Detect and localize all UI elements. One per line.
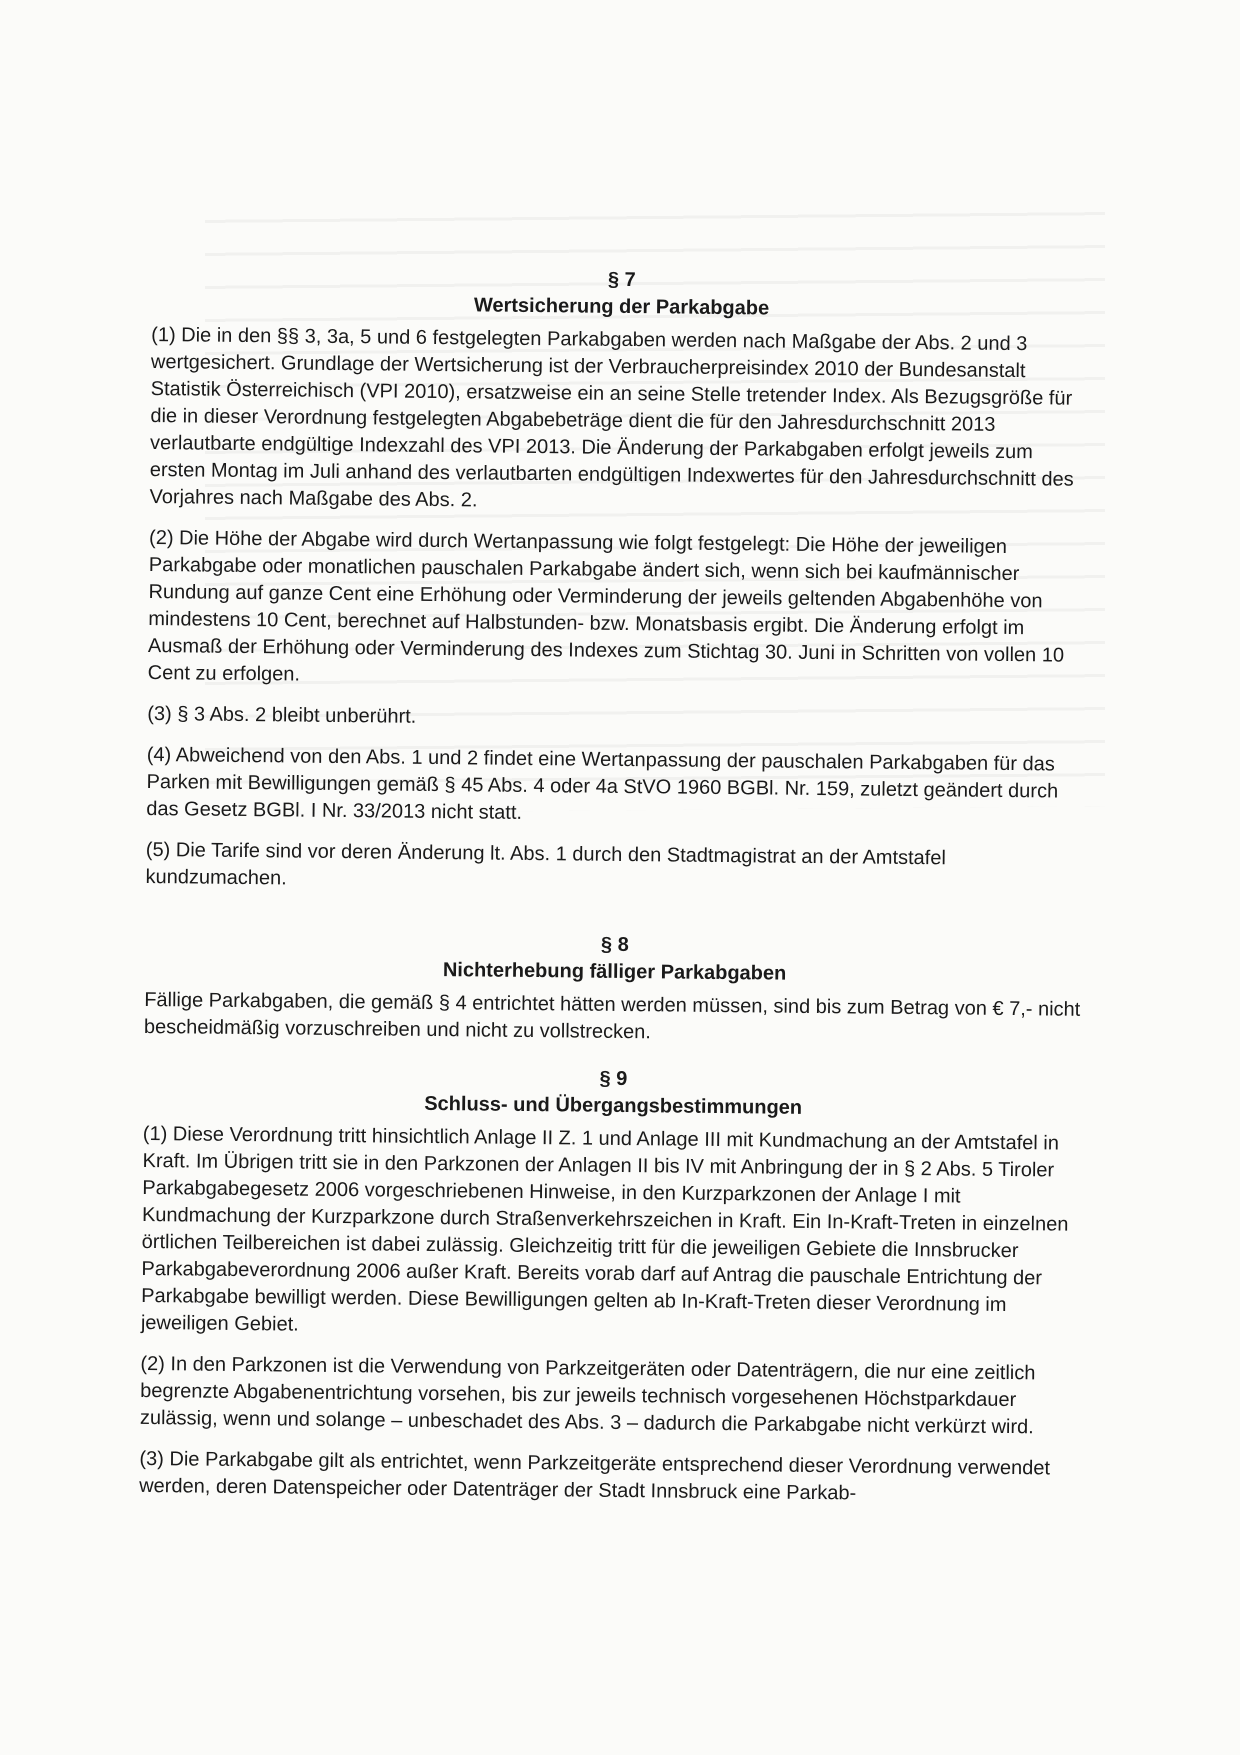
section-7 <box>145 262 1092 901</box>
paragraph: (1) Die in den §§ 3, 3a, 5 und 6 festgelegten Parkabgaben werden nach Maßgabe der Abs. 2 und 3 wertgesichert. Grundlage der Wertsicherung ist der Verbraucherpreisindex 2010 der Bundesanstalt Statistik Österreichisch (VPI 2010), ersatzweise ein an seine Stelle tretender Index. Als Bezugsgröße für die in dieser Verordnung festgelegten Abgabebeträge dient die für den Jahresdurchschnitt 2013 verlautbarte endgültige Indexzahl des VPI 2013. Die Änderung der Parkabgaben erfolgt jeweils zum ersten Montag im Juli anhand des verlautbarten endgültigen Indexwertes für den Jahresdurchschnitt des Vorjahres nach Maßgabe des Abs. 2. <box>149 323 1074 512</box>
section-title: Schluss- und Übergangsbestimmungen <box>424 1092 803 1119</box>
section-title: Wertsicherung der Parkabgabe <box>473 294 770 320</box>
section-number: § 9 <box>599 1067 628 1091</box>
paragraph: Fällige Parkabgaben, die gemäß § 4 entrichtet hätten werden müssen, sind bis zum Betrag von € 7,- nicht bescheidmäßig vorzuschreiben und nicht zu vollstrecken. <box>143 988 1081 1044</box>
section-9 <box>139 1061 1084 1510</box>
paragraph: (2) In den Parkzonen ist die Verwendung von Parkzeitgeräten oder Datenträgern, die nur eine zeitlich begrenzte Abgabenentrichtung vorsehen, bis zur jeweils technisch vorgesehenen Höchstparkdauer zulässig, wenn und solange – unbeschadet des Abs. 3 – dadurch die Parkabgabe nicht verkürzt wird. <box>139 1352 1036 1439</box>
document-body <box>139 262 1092 1524</box>
paragraph: (5) Die Tarife sind vor deren Änderung lt. Abs. 1 durch den Stadtmagistrat an der Amtstafel kundzumachen. <box>145 838 946 890</box>
section-title: Nichterhebung fälliger Parkabgaben <box>442 959 787 985</box>
paragraph: (4) Abweichend von den Abs. 1 und 2 findet eine Wertanpassung der pauschalen Parkabgaben für das Parken mit Bewilligungen gemäß § 45 Abs. 4 oder 4a StVO 1960 BGBl. Nr. 159, zuletzt geändert durch das Gesetz BGBl. I Nr. 33/2013 nicht statt. <box>146 743 1059 824</box>
paragraph: (1) Diese Verordnung tritt hinsichtlich Anlage II Z. 1 und Anlage III mit Kundmachung an der Amtstafel in Kraft. Im Übrigen tritt sie in den Parkzonen der Anlagen II bis IV mit Anbringung der in § 2 Abs. 5 Tiroler Parkabgabegesetz 2006 vorgeschriebenen Hinweise, in den Kurzparkzonen der Anlage I mit Kundmachung der Kurzparkzone durch Straßenverkehrszeichen in Kraft. Ein In-Kraft-Treten in einzelnen örtlichen Teilbereichen ist dabei zulässig. Gleichzeitig tritt für die jeweiligen Gebiete die Innsbrucker Parkabgabeverordnung 2006 außer Kraft. Bereits vorab darf auf Antrag die pauschale Entrichtung der Parkabgabe bewilligt werden. Diese Bewilligungen gelten ab In-Kraft-Treten dieser Verordnung im jeweiligen Gebiet. <box>140 1122 1069 1336</box>
section-8 <box>144 927 1085 1051</box>
section-number: § 8 <box>600 933 629 957</box>
paragraph: (3) § 3 Abs. 2 bleibt unberührt. <box>147 702 417 728</box>
paragraph: (2) Die Höhe der Abgabe wird durch Wertanpassung wie folgt festgelegt: Die Höhe der jeweiligen Parkabgabe oder monatlichen pauschalen Parkabgabe ändert sich, wenn sich bei kaufmännischer Rundung auf ganze Cent eine Erhöhung oder Verminderung der jeweils geltenden Abgabenhöhe von mindestens 10 Cent, berechnet auf Halbstunden- bzw. Monatsbasis ergibt. Die Änderung erfolgt im Ausmaß der Erhöhung oder Verminderung des Indexes zum Stichtag 30. Juni in Schritten von vollen 10 Cent zu erfolgen. <box>147 526 1065 686</box>
section-number: § 7 <box>607 268 636 292</box>
paragraph: (3) Die Parkabgabe gilt als entrichtet, wenn Parkzeitgeräte entsprechend dieser Verordnung verwendet werden, deren Datenspeicher oder Datenträger der Stadt Innsbruck eine Parkab- <box>139 1447 1051 1505</box>
